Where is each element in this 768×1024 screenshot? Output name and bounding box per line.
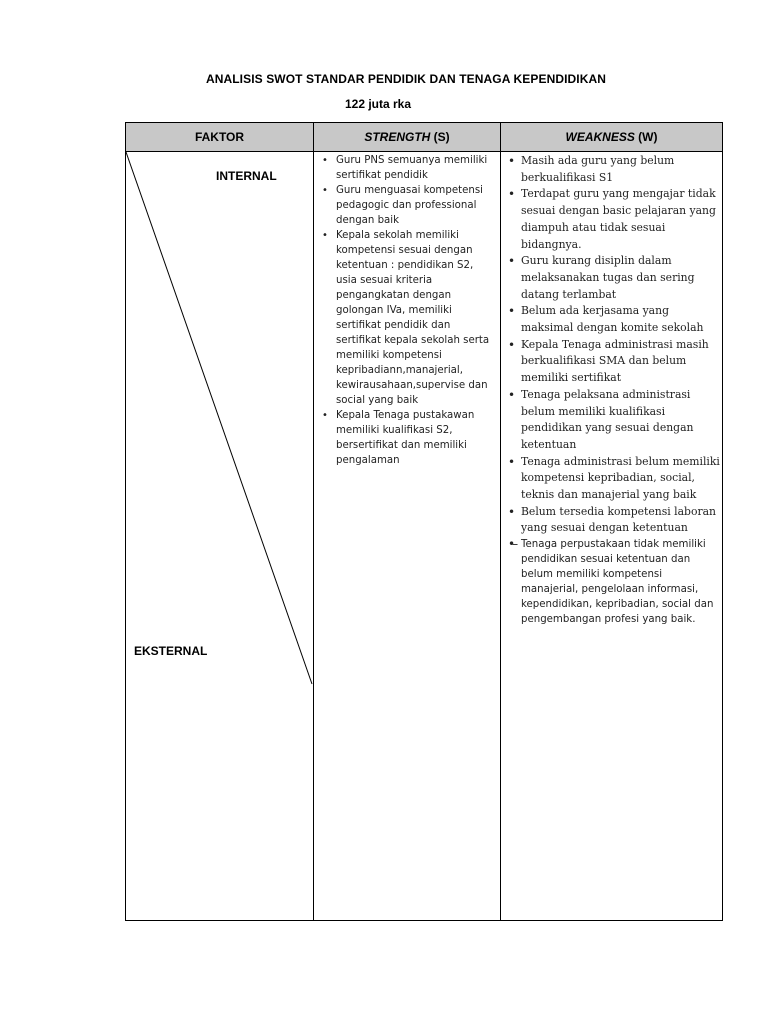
- diagonal-divider: [126, 152, 314, 712]
- document-title: ANALISIS SWOT STANDAR PENDIDIK DAN TENAGA KEPENDIDIKAN: [205, 72, 607, 86]
- header-strength: [314, 123, 500, 151]
- header-strength-label: STRENGTH: [364, 130, 431, 144]
- weakness-item: • Kepala Tenaga administrasi masih berkualifikasi SMA dan belum memiliki sertifikat: [506, 337, 722, 387]
- strength-item: • Guru menguasai kompetensi pedagogic dan professional dengan baik: [320, 183, 496, 228]
- weakness-item: • Belum ada kerjasama yang maksimal dengan komite sekolah: [506, 303, 722, 336]
- weakness-item: • Tenaga pelaksana administrasi belum memiliki kualifikasi pendidikan yang sesuai dengan ketentuan: [506, 387, 722, 454]
- weakness-item: • Tenaga administrasi belum memiliki kompetensi kepribadian, social, teknis dan manajerial yang baik: [506, 454, 722, 504]
- weakness-item: • Belum tersedia kompetensi laboran yang sesuai dengan ketentuan: [506, 504, 722, 537]
- faktor-internal-label: INTERNAL: [216, 169, 277, 183]
- header-weakness-label: WEAKNESS: [565, 130, 635, 144]
- strength-item: • Kepala sekolah memiliki kompetensi sesuai dengan ketentuan : pendidikan S2, usia sesuai kriteria pengangkatan dengan golongan IVa, memiliki sertifikat pendidik dan sertifikat kepala sekolah serta memiliki kompetensi kepribadiann,manajerial, kewirausahaan,supervise dan social yang baik: [320, 228, 496, 408]
- strength-item: • Guru PNS semuanya memiliki sertifikat pendidik: [320, 153, 496, 183]
- faktor-eksternal-label: EKSTERNAL: [134, 644, 208, 658]
- document-subtitle: 122 juta rka: [344, 97, 412, 111]
- header-strength-suffix: (S): [430, 130, 450, 144]
- swot-table: [125, 122, 723, 921]
- header-weakness-suffix: (W): [634, 130, 658, 144]
- column-divider-2: [500, 123, 501, 920]
- strength-list: [320, 153, 496, 468]
- strength-item: • Kepala Tenaga pustakawan memiliki kualifikasi S2, bersertifikat dan memiliki pengalaman: [320, 408, 496, 468]
- table-header-row: [126, 123, 722, 152]
- weakness-item: •– Tenaga perpustakaan tidak memiliki pendidikan sesuai ketentuan dan belum memiliki kompetensi manajerial, pengelolaan informasi, kependidikan, kepribadian, social dan pengembangan profesi yang baik.: [506, 537, 722, 627]
- header-weakness: [501, 123, 722, 151]
- weakness-item: • Terdapat guru yang mengajar tidak sesuai dengan basic pelajaran yang diampuh atau tidak sesuai bidangnya.: [506, 186, 722, 253]
- weakness-item: • Guru kurang disiplin dalam melaksanakan tugas dan sering datang terlambat: [506, 253, 722, 303]
- weakness-item: • Masih ada guru yang belum berkualifikasi S1: [506, 153, 722, 186]
- weakness-list: [506, 153, 722, 627]
- header-faktor: FAKTOR: [194, 130, 245, 144]
